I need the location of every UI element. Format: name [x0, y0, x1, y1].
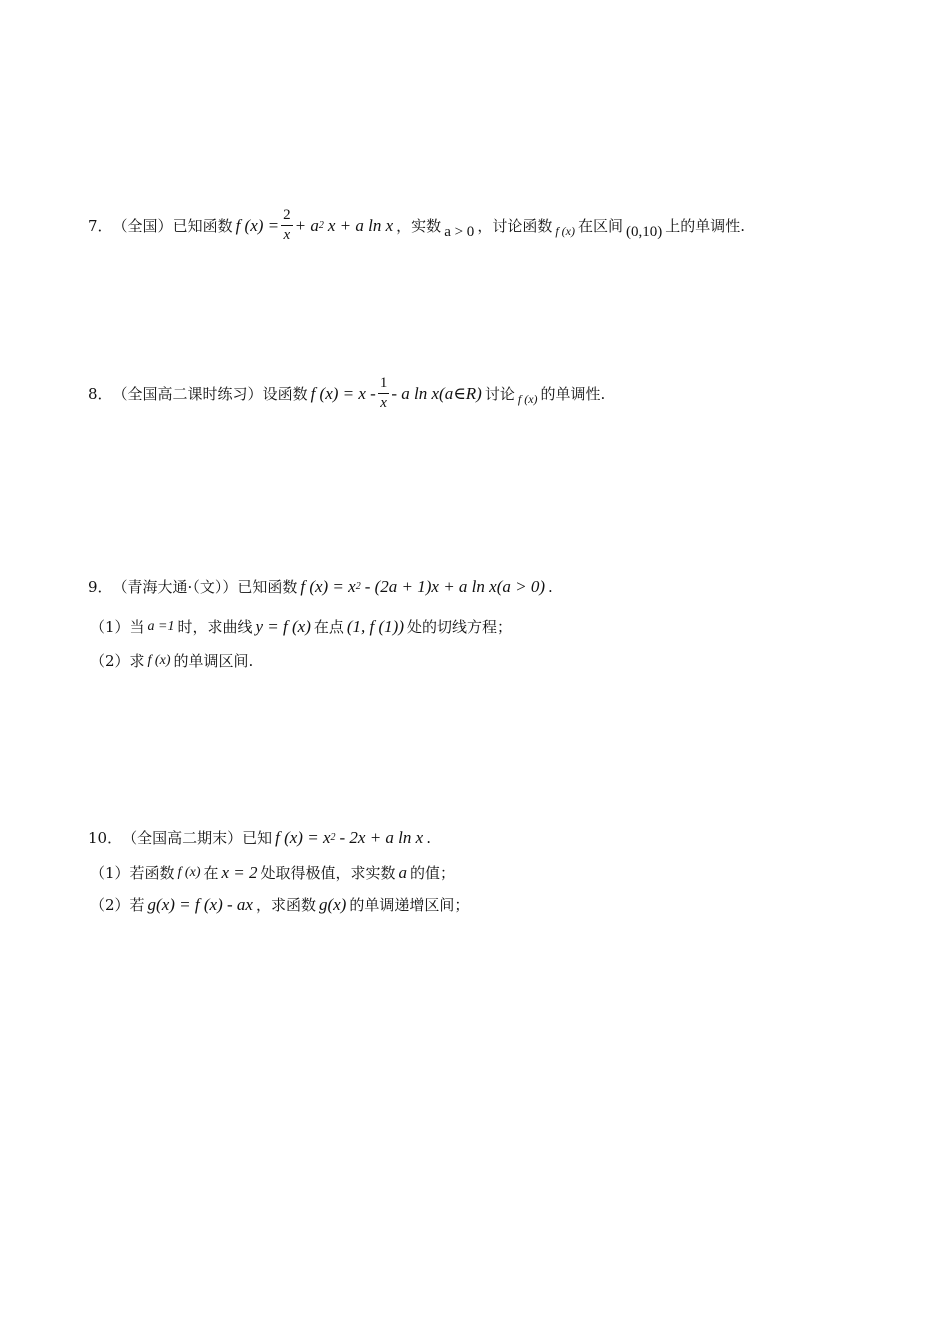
math: x = 2 [221, 862, 258, 882]
problem-source: （全国高二课时练习） [112, 385, 263, 403]
part-text: 的单调递增区间； [349, 896, 470, 914]
math: f (x) [177, 864, 201, 880]
problem-10-part-2 [90, 894, 469, 915]
part-text: 处取得极值，求实数 [260, 864, 396, 882]
formula-part: f (x) = x [275, 827, 331, 847]
math: g(x) = f (x) - ax [147, 894, 253, 914]
formula-part: f (x) = x [300, 576, 356, 596]
fraction [378, 376, 390, 411]
problem-source: （全国） [112, 217, 173, 235]
formula-tail: - a ln x(a∈R) [391, 383, 482, 403]
condition: a > 0 [444, 224, 475, 240]
part-text: 在点 [313, 618, 344, 636]
formula [300, 577, 545, 597]
exponent: 2 [318, 220, 324, 231]
part-label: （2）求 [90, 652, 145, 670]
function-ref: f (x) [517, 392, 538, 406]
problem-7 [88, 208, 745, 243]
problem-text: 讨论 [484, 385, 515, 403]
part-text: 处的切线方程； [407, 618, 513, 636]
part-label: （2）若 [90, 896, 145, 914]
math: y = f (x) [255, 616, 311, 636]
problem-9-part-2 [90, 650, 253, 671]
problem-text: 已知 [242, 829, 273, 847]
problem-10-part-1 [90, 862, 455, 883]
part-text: 的单调区间. [173, 652, 254, 670]
problem-text: ，讨论函数 [477, 217, 553, 235]
math: (1, f (1)) [346, 616, 405, 636]
problem-number: 8． [88, 385, 113, 403]
part-text: 的值； [410, 864, 456, 882]
math: a =1 [147, 618, 175, 634]
problem-10 [88, 827, 431, 848]
formula [275, 828, 423, 848]
formula-lhs: f (x) = [235, 215, 280, 235]
formula-part: - 2x + a ln x [339, 827, 424, 847]
fraction-numerator: 2 [281, 208, 293, 226]
problem-text: 在区间 [577, 217, 623, 235]
formula [236, 208, 394, 243]
exponent: 2 [330, 832, 336, 843]
part-label: （1）当 [90, 618, 145, 636]
problem-text: 已知函数 [237, 578, 298, 596]
problem-number: 7． [88, 217, 113, 235]
part-text: 时，求曲线 [177, 618, 253, 636]
problem-8 [88, 376, 605, 411]
fraction-denominator: x [283, 227, 291, 243]
fraction-denominator: x [380, 395, 387, 411]
problem-number: 10． [88, 829, 123, 847]
problem-text: . [548, 577, 553, 596]
fraction-numerator: 1 [378, 376, 390, 394]
formula-tail: x + a ln x [327, 215, 394, 235]
problem-number: 9． [88, 578, 113, 596]
problem-9 [88, 576, 553, 597]
part-text: ，求函数 [255, 896, 316, 914]
problem-text: ，实数 [396, 217, 442, 235]
problem-source: （青海大通·（文）） [112, 578, 238, 596]
problem-text: 的单调性. [540, 385, 606, 403]
part-text: 在 [203, 864, 219, 882]
problem-text: 上的单调性. [665, 217, 746, 235]
part-label: （1）若函数 [90, 864, 175, 882]
formula-lhs: f (x) = x - [310, 383, 376, 403]
math: g(x) [318, 894, 347, 914]
formula-part: - (2a + 1)x + a ln x(a > 0) [364, 576, 545, 596]
formula [311, 376, 482, 411]
interval: (0,10) [626, 224, 663, 240]
exponent: 2 [355, 581, 361, 592]
fraction [281, 208, 293, 243]
problem-text: 已知函数 [172, 217, 233, 235]
problem-source: （全国高二期末） [122, 829, 243, 847]
problem-text: 设函数 [262, 385, 308, 403]
problem-text: . [426, 828, 431, 847]
formula-part: + a [294, 215, 319, 235]
math: f (x) [147, 652, 171, 668]
math: a [398, 862, 408, 882]
problem-9-part-1 [90, 616, 512, 637]
function-ref: f (x) [555, 224, 575, 238]
